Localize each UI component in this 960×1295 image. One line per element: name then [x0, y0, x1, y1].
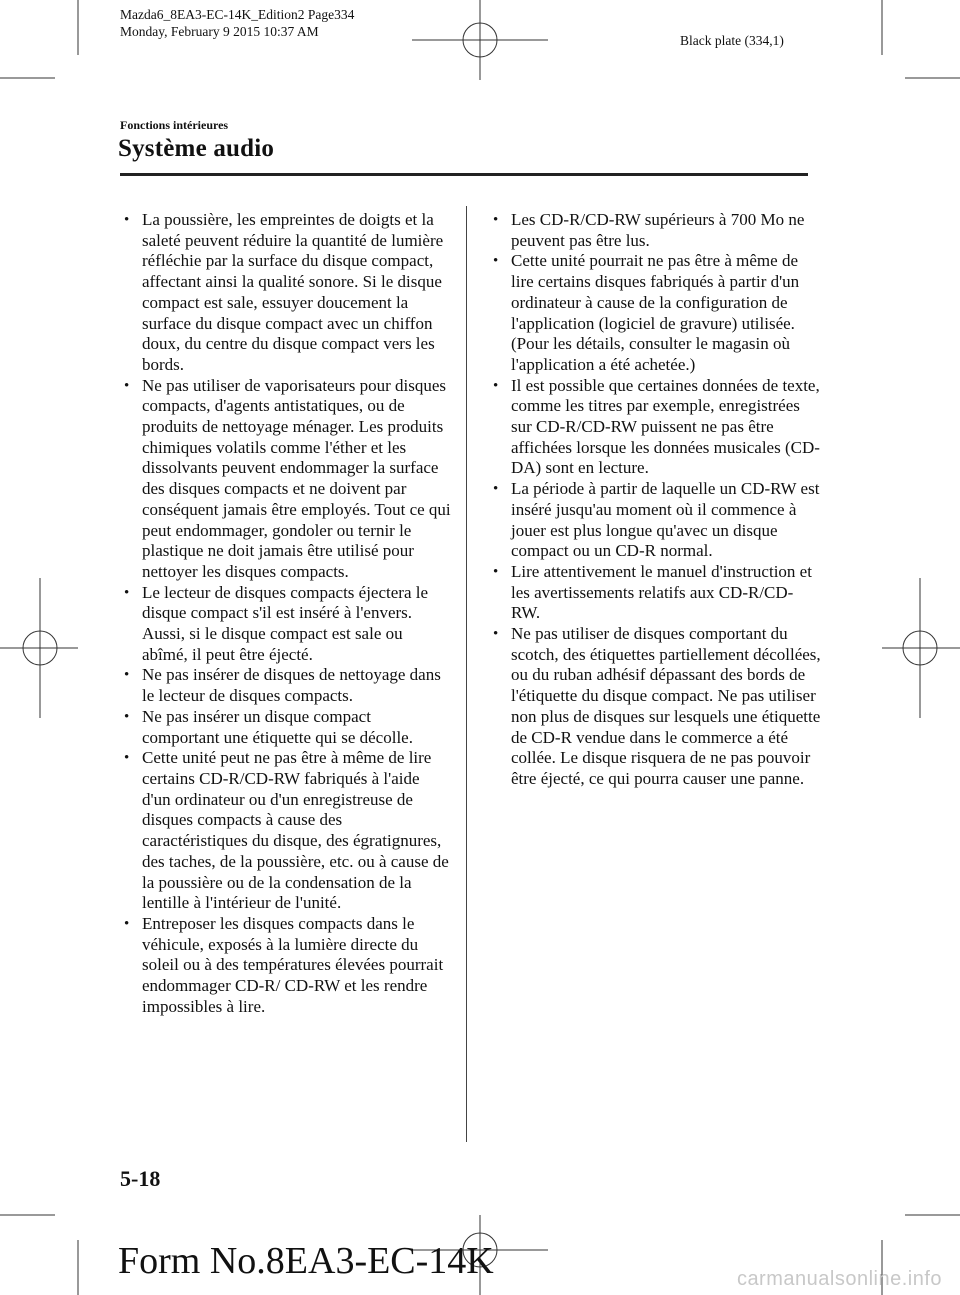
list-item: • Cette unité peut ne pas être à même de lire certains CD-R/CD-RW fabriqués à l'aide d'un ordinateur ou d'un enregistreuse de disques compacts à cause des caractéristiques du disque, des égratignures, des taches, de la poussière, etc. ou à cause de la poussière ou de la condensation de la lentille à l'intérieur de l'unité. — [122, 748, 452, 914]
list-item: • Lire attentivement le manuel d'instruction et les avertissements relatifs aux CD-R/CD-RW. — [491, 562, 821, 624]
page-title: Système audio — [118, 135, 275, 162]
list-item: • Il est possible que certaines données de texte, comme les titres par exemple, enregistrées sur CD-R/CD-RW puissent ne pas être affichées lorsque les données musicales (CD-DA) sont en lecture. — [491, 376, 821, 480]
list-item: • La poussière, les empreintes de doigts et la saleté peuvent réduire la quantité de lumière réfléchie par la surface du disque compact, affectant ainsi la qualité sonore. Si le disque compact est sale, essuyer doucement la surface du disque compact avec un chiffon doux, du centre du disque compact vers les bords. — [122, 210, 452, 376]
page-number: 5-18 — [120, 1166, 161, 1191]
date-line: Monday, February 9 2015 10:37 AM — [120, 24, 319, 39]
column-divider — [466, 206, 467, 1142]
section-label: Fonctions intérieures — [120, 118, 229, 132]
list-item: • Ne pas insérer un disque compact comportant une étiquette qui se décolle. — [122, 707, 452, 748]
list-item: • Ne pas utiliser de disques comportant du scotch, des étiquettes partiellement décollées, ou du ruban adhésif dépassant des bords de l'étiquette du disque compact. Ne pas utiliser non plus de disques sur lesquels une étiquette de CD-R vendue dans le commerce a été collée. Le disque risquera de ne pas pouvoir être éjecté, ce qui pourra causer une panne. — [491, 624, 821, 790]
right-column — [491, 210, 821, 790]
list-item: • Le lecteur de disques compacts éjectera le disque compact s'il est inséré à l'envers. Aussi, si le disque compact est sale ou abîmé, il peut être éjecté. — [122, 583, 452, 666]
plate-label: Black plate (334,1) — [680, 33, 784, 48]
list-item: • La période à partir de laquelle un CD-RW est inséré jusqu'au moment où il commence à jouer est plus longue qu'avec un disque compact ou un CD-R normal. — [491, 479, 821, 562]
list-item: • Ne pas insérer de disques de nettoyage dans le lecteur de disques compacts. — [122, 665, 452, 706]
list-item: • Ne pas utiliser de vaporisateurs pour disques compacts, d'agents antistatiques, ou de produits de nettoyage ménager. Les produits chimiques volatils comme l'éther et les dissolvants peuvent endommager la surface des disques compacts et ne doivent par conséquent jamais être employés. Tout ce qui peut endommager, gondoler ou ternir le plastique ne doit jamais être utilisé pour nettoyer les disques compacts. — [122, 376, 452, 583]
list-item: • Cette unité pourrait ne pas être à même de lire certains disques fabriqués à partir d'un ordinateur à cause de la configuration de l'application (logiciel de gravure) utilisée. (Pour les détails, consulter le magasin où l'application a été achetée.) — [491, 251, 821, 375]
list-item: • Entreposer les disques compacts dans le véhicule, exposés à la lumière directe du soleil ou à des températures élevées pourrait endommager CD-R/ CD-RW et les rendre impossibles à lire. — [122, 914, 452, 1018]
file-line: Mazda6_8EA3-EC-14K_Edition2 Page334 — [120, 7, 355, 22]
title-rule — [120, 173, 808, 176]
form-number: Form No.8EA3-EC-14K — [118, 1240, 494, 1282]
print-job-info — [120, 6, 354, 40]
left-column — [122, 210, 452, 1017]
left-bullet-list — [122, 210, 452, 1017]
list-item: • Les CD-R/CD-RW supérieurs à 700 Mo ne peuvent pas être lus. — [491, 210, 821, 251]
watermark: carmanualsonline.info — [736, 1268, 942, 1290]
right-bullet-list — [491, 210, 821, 790]
